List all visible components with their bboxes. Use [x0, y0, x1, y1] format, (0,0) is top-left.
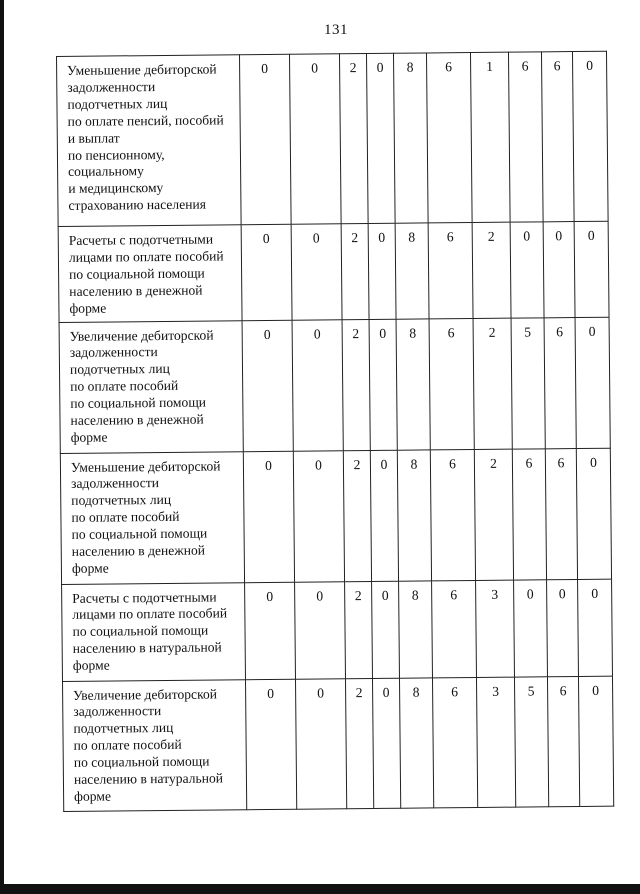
- code-digit: 6: [512, 448, 546, 579]
- table-row: [62, 579, 613, 681]
- code-digit: 0: [369, 319, 397, 450]
- code-digit: 2: [342, 319, 370, 450]
- code-digit: 8: [396, 318, 430, 449]
- code-digit: 0: [543, 222, 575, 318]
- code-digit: 0: [292, 319, 343, 450]
- code-digit: 0: [243, 451, 294, 582]
- code-digit: 0: [372, 581, 400, 678]
- code-digit: 8: [399, 677, 433, 807]
- code-digit: 6: [508, 52, 543, 222]
- code-digit: 1: [470, 52, 510, 222]
- code-digit: 2: [339, 54, 368, 224]
- code-digit: 0: [289, 54, 341, 224]
- code-digit: 6: [432, 580, 477, 677]
- code-digit: 2: [345, 581, 373, 678]
- table-row: [58, 221, 609, 322]
- code-digit: 2: [345, 678, 373, 808]
- code-digit: 6: [544, 317, 576, 448]
- code-digit: 8: [393, 53, 428, 223]
- code-digit: 8: [399, 580, 433, 677]
- table-row: [59, 317, 610, 453]
- code-digit: 0: [242, 320, 293, 451]
- code-digit: 0: [245, 679, 296, 809]
- row-label: Расчеты с подотчетными лицами по оплате пособий по социальной помощи населению в натуральной форме: [62, 582, 246, 681]
- code-digit: 0: [575, 317, 610, 448]
- code-digit: 0: [370, 450, 398, 581]
- code-digit: 0: [295, 581, 346, 678]
- code-digit: 2: [473, 318, 512, 449]
- code-digit: 0: [293, 450, 344, 581]
- code-digit: 6: [541, 52, 574, 222]
- row-label: Уменьшение дебиторской задолженности подотчетных лиц по оплате пособий по социальной помощи населению в денежной форме: [60, 451, 244, 584]
- code-digit: 0: [368, 223, 396, 319]
- code-digit: 2: [472, 222, 511, 318]
- code-digit: 0: [574, 221, 609, 317]
- page-number: 131: [324, 22, 348, 38]
- code-digit: 0: [572, 51, 608, 221]
- table-body: [57, 51, 614, 811]
- code-digit: 6: [428, 223, 473, 319]
- code-digit: 0: [514, 579, 548, 676]
- code-digit: 0: [241, 224, 292, 320]
- code-digit: 2: [474, 449, 513, 580]
- code-digit: 0: [239, 54, 291, 224]
- row-label: Уменьшение дебиторской задолженности подотчетных лиц по оплате пенсий, пособий и выплат по пенсионному, социальному и медицинскому страхованию населения: [57, 55, 242, 227]
- code-digit: 0: [295, 678, 346, 808]
- table-row: [62, 676, 613, 811]
- code-digit: 8: [395, 223, 429, 319]
- row-label: Расчеты с подотчетными лицами по оплате пособий по социальной помощи населению в денежной форме: [58, 225, 242, 322]
- table-row: [57, 51, 609, 226]
- code-digit: 3: [476, 580, 515, 677]
- code-digit: 2: [341, 224, 369, 320]
- code-digit: 2: [343, 450, 371, 581]
- code-digit: 0: [372, 678, 400, 808]
- code-digit: 0: [578, 579, 613, 676]
- code-digit: 6: [430, 449, 475, 580]
- account-table-wrapper: [56, 51, 613, 812]
- row-label: Увеличение дебиторской задолженности подотчетных лиц по оплате пособий по социальной помощи населению в денежной форме: [59, 320, 243, 453]
- code-digit: 3: [476, 677, 515, 807]
- code-digit: 6: [426, 53, 472, 223]
- code-digit: 0: [510, 222, 544, 318]
- code-digit: 0: [245, 582, 296, 679]
- code-digit: 6: [432, 677, 477, 807]
- code-digit: 6: [429, 318, 474, 449]
- code-digit: 8: [397, 449, 431, 580]
- table-row: [60, 448, 611, 584]
- code-digit: 5: [514, 676, 548, 806]
- row-label: Увеличение дебиторской задолженности подотчетных лиц по оплате пособий по социальной помощи населению в натуральной форме: [62, 679, 246, 811]
- code-digit: 6: [545, 448, 577, 579]
- code-digit: 0: [366, 53, 395, 223]
- code-digit: 0: [578, 676, 613, 806]
- code-digit: 5: [511, 317, 545, 448]
- code-digit: 0: [547, 579, 579, 676]
- code-digit: 0: [291, 224, 342, 320]
- code-digit: 6: [547, 676, 579, 806]
- code-digit: 0: [576, 448, 611, 579]
- account-code-table: [56, 51, 614, 812]
